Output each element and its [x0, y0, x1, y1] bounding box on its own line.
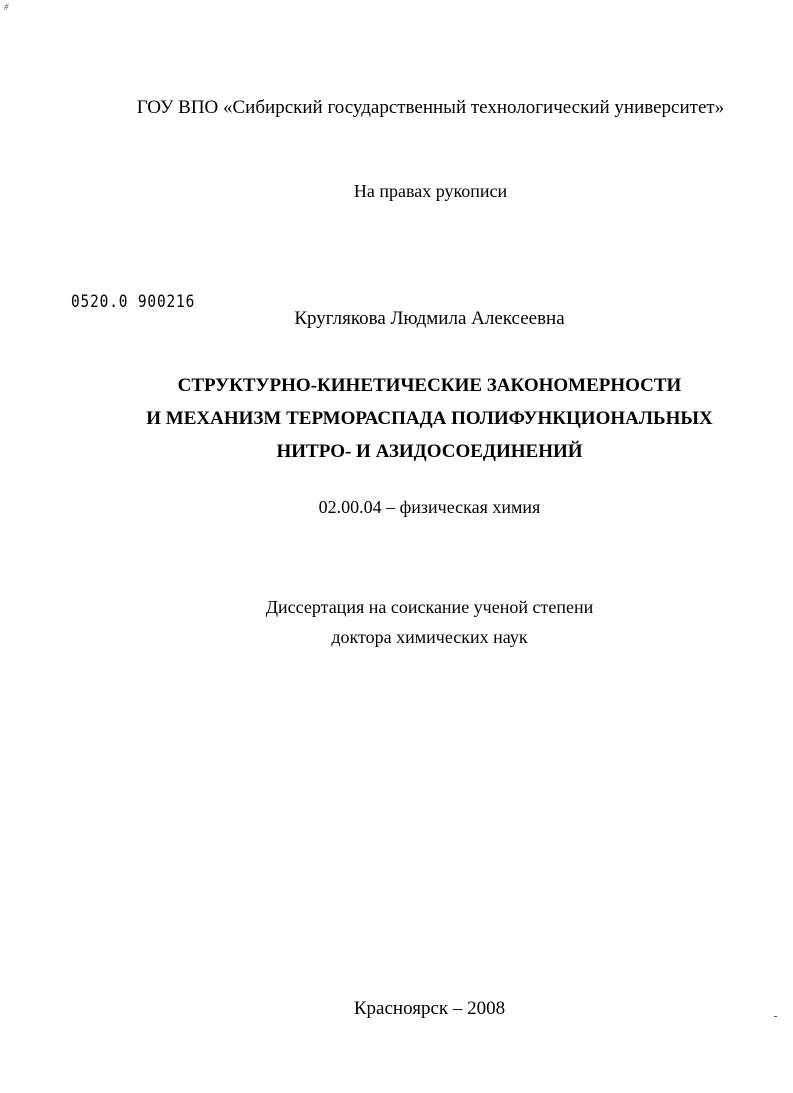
degree-line: Диссертация на соискание ученой степени [265, 597, 594, 617]
specialty-code: 02.00.04 – физическая химия [318, 497, 541, 517]
city-year: Красноярск – 2008 [353, 998, 506, 1019]
institution-name: ГОУ ВПО «Сибирский государственный технологический университет» [136, 97, 725, 118]
title-line: СТРУКТУРНО-КИНЕТИЧЕСКИЕ ЗАКОНОМЕРНОСТИ [177, 375, 682, 396]
degree-line: доктора химических наук [331, 627, 528, 647]
title-line: И МЕХАНИЗМ ТЕРМОРАСПАДА ПОЛИФУНКЦИОНАЛЬНЫХ [146, 408, 713, 429]
title-line: НИТРО- И АЗИДОСОЕДИНЕНИЙ [276, 441, 583, 462]
dissertation-title [33, 369, 793, 468]
manuscript-rights-note: На правах рукописи [353, 181, 508, 201]
library-stamp: 0520.0 900216 [71, 292, 196, 312]
corner-mark: # [4, 2, 9, 12]
scan-artifact-mark [774, 1016, 777, 1017]
degree-statement [33, 592, 793, 652]
author-name: Круглякова Людмила Алексеевна [294, 308, 565, 329]
